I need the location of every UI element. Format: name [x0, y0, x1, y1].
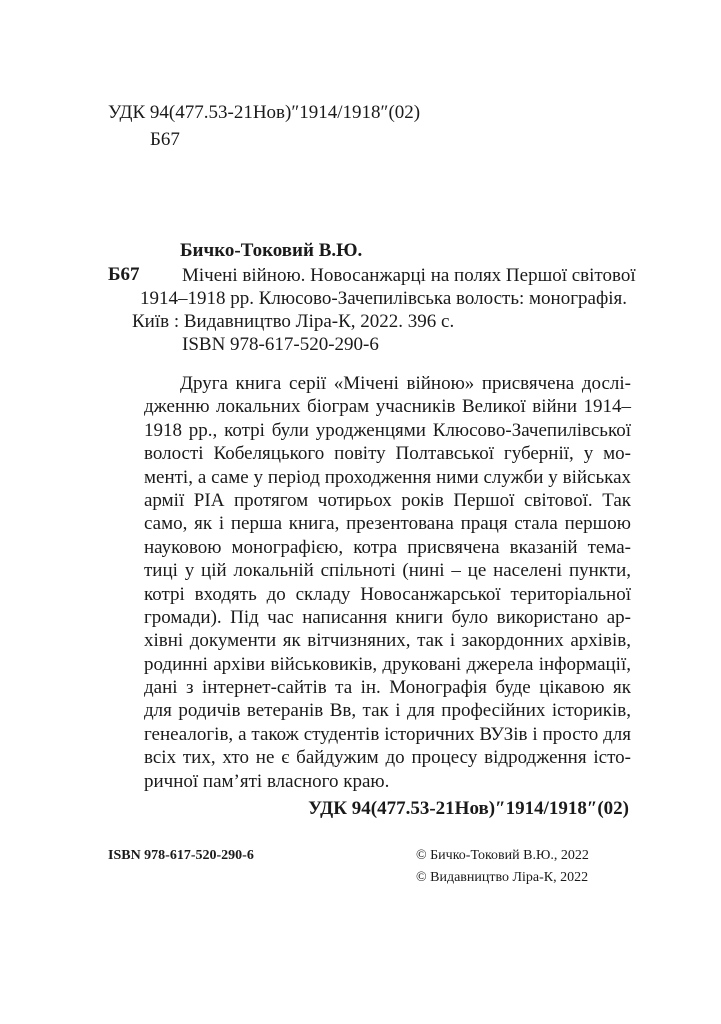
annotation-line: родинні архіви військовиків, друковані джерела інформації,: [144, 653, 631, 675]
biblio-title-line: Мічені війною. Новосанжарці на полях Першої світової: [182, 265, 636, 286]
annotation-line: менті, а саме у період проходження ними служби у військах: [144, 466, 631, 488]
annotation-line: дані з інтернет-сайтів та ін. Монографія буде цікавою як: [144, 677, 631, 699]
biblio-publisher-line: Київ : Видавництво Ліра-К, 2022. 396 с.: [132, 311, 455, 332]
annotation-line: генеалогів, а також студентів історичних ВУЗів і просто для: [144, 723, 631, 745]
annotation-line: ричної пам’яті власного краю.: [144, 770, 390, 792]
annotation-line: всіх тих, хто не є байдужим до процесу відродження істо-: [144, 747, 631, 769]
bbk-classification: Б67: [150, 129, 180, 150]
biblio-subtitle-line: 1914–1918 рр. Клюсово-Зачепилівська волость: монографія.: [140, 288, 628, 309]
annotation-line: громади). Під час написання книги було використано ар-: [144, 606, 631, 628]
annotation-line: котрі входять до складу Новосанжарської територіальної: [144, 583, 631, 605]
annotation-line: Друга книга серії «Мічені війною» присвячена дослі-: [180, 373, 631, 394]
annotation-line: дженню локальних біограм учасників Великої війни 1914–: [144, 396, 631, 418]
copyright-author: © Бичко-Токовий В.Ю., 2022: [416, 848, 589, 863]
annotation-line: тиці у цій локальній спільноті (нині – це населені пункти,: [144, 560, 631, 582]
author-name: Бичко-Токовий В.Ю.: [180, 240, 363, 261]
author-mark: Б67: [108, 264, 140, 285]
annotation-line: волості Кобеляцького повіту Полтавської губернії, у мо-: [144, 443, 631, 465]
annotation-line: для родичів ветеранів Вв, так і для професійних істориків,: [144, 700, 631, 722]
annotation-line: 1918 рр., котрі були уродженцями Клюсово-Зачепилівської: [144, 419, 631, 441]
copyright-publisher: © Видавництво Ліра-К, 2022: [416, 870, 589, 885]
annotation-paragraph: [144, 372, 631, 793]
annotation-line: армії РІА протягом чотирьох років Першої світової. Так: [144, 489, 631, 511]
udc-classification-bottom: УДК 94(477.53-21Нов)″1914/1918″(02): [308, 798, 629, 819]
annotation-line: науковою монографією, котра присвячена вказаній тема-: [144, 536, 631, 558]
annotation-line: хівні документи як вітчизняних, так і закордонних архівів,: [144, 630, 631, 652]
bibliographic-record: [108, 264, 636, 356]
udc-classification: УДК 94(477.53-21Нов)″1914/1918″(02): [108, 102, 421, 123]
isbn-number: ISBN 978-617-520-290-6: [108, 848, 254, 863]
annotation-line: само, як і перша книга, презентована праця стала першою: [144, 513, 631, 535]
biblio-isbn-line: ISBN 978-617-520-290-6: [182, 334, 379, 355]
